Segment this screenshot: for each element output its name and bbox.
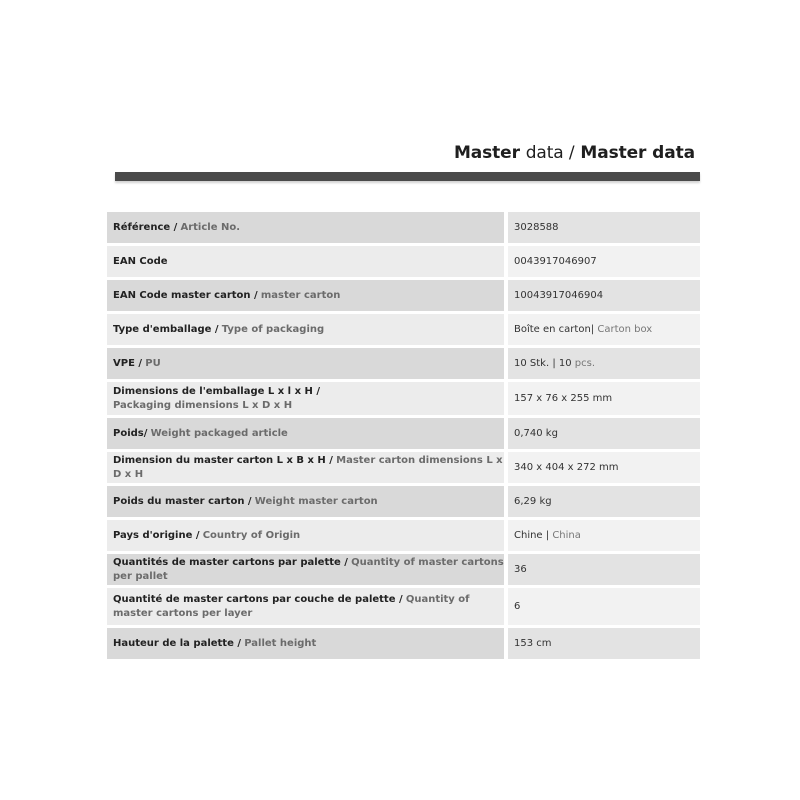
- row-value: 6,29 kg: [514, 496, 552, 507]
- row-label-english: Article No.: [180, 221, 241, 233]
- row-value-cell: [508, 628, 700, 659]
- row-label-text: [113, 323, 324, 337]
- row-value: Chine |: [514, 530, 550, 541]
- row-value: 153 cm: [514, 638, 552, 649]
- row-value-cell: [508, 314, 700, 345]
- table-row: [107, 452, 700, 483]
- row-label-english: Type of packaging: [221, 323, 325, 335]
- row-label: EAN Code master carton /: [113, 289, 258, 301]
- row-label-english: Quantity of master cartons per pallet: [113, 556, 504, 582]
- row-value: 3028588: [514, 222, 559, 233]
- table-row: [107, 486, 700, 517]
- row-label-cell: [107, 348, 504, 379]
- title-part2: Master data: [580, 143, 695, 163]
- row-label-text: [113, 556, 504, 584]
- row-value-cell: [508, 520, 700, 551]
- title-part1-light: data /: [525, 143, 575, 163]
- row-value-cell: [508, 554, 700, 585]
- row-value-cell: [508, 452, 700, 483]
- row-label: EAN Code: [113, 255, 168, 267]
- row-label: Poids du master carton /: [113, 495, 252, 507]
- row-label-cell: [107, 452, 504, 483]
- row-label-cell: [107, 628, 504, 659]
- table-row: [107, 348, 700, 379]
- row-value-english: pcs.: [574, 358, 596, 369]
- row-value: 10 Stk. | 10: [514, 358, 572, 369]
- row-label-cell: [107, 280, 504, 311]
- row-label: Poids/: [113, 427, 148, 439]
- row-value-english: China: [552, 530, 581, 541]
- row-label-cell: [107, 418, 504, 449]
- row-label-text: [113, 221, 240, 235]
- row-value-cell: [508, 280, 700, 311]
- row-label: Quantité de master cartons par couche de palette /: [113, 593, 403, 605]
- row-label-cell: [107, 588, 504, 625]
- title-part1-bold: Master: [453, 143, 520, 163]
- row-label: Quantités de master cartons par palette /: [113, 556, 348, 568]
- row-value: 157 x 76 x 255 mm: [514, 393, 613, 404]
- row-value: Boîte en carton|: [514, 324, 595, 335]
- row-label-english: Weight packaged article: [150, 427, 288, 439]
- row-label-cell: [107, 382, 504, 415]
- table-row: [107, 520, 700, 551]
- row-label-english: PU: [145, 357, 161, 369]
- row-label-text: [113, 637, 316, 651]
- row-label: Référence /: [113, 221, 178, 233]
- row-label: Hauteur de la palette /: [113, 637, 242, 649]
- row-label: VPE /: [113, 357, 143, 369]
- row-value-cell: [508, 418, 700, 449]
- row-label-english: Packaging dimensions L x D x H: [113, 399, 293, 411]
- row-label-english: Country of Origin: [202, 529, 301, 541]
- table-row: [107, 246, 700, 277]
- table-row: [107, 554, 700, 585]
- title-divider: [115, 172, 700, 181]
- table-row: [107, 280, 700, 311]
- row-value-cell: [508, 588, 700, 625]
- table-row: [107, 382, 700, 415]
- row-label-text: [113, 289, 340, 303]
- row-label-english: Quantity of master cartons per layer: [113, 593, 470, 619]
- table-row: [107, 418, 700, 449]
- row-label: Dimension du master carton L x B x H /: [113, 454, 333, 466]
- row-label-cell: [107, 246, 504, 277]
- page-title: [454, 143, 695, 163]
- row-label: Pays d'origine /: [113, 529, 200, 541]
- row-label-text: [113, 427, 288, 441]
- row-value: 340 x 404 x 272 mm: [514, 462, 619, 473]
- row-label-cell: [107, 212, 504, 243]
- table-row: [107, 628, 700, 659]
- row-label-text: [113, 255, 168, 269]
- row-value: 0,740 kg: [514, 428, 558, 439]
- row-value-cell: [508, 486, 700, 517]
- row-value: 10043917046904: [514, 290, 604, 301]
- row-label-text: [113, 593, 504, 621]
- table-row: [107, 588, 700, 625]
- row-value: 0043917046907: [514, 256, 597, 267]
- row-value-english: Carton box: [597, 324, 653, 335]
- row-label-text: [113, 495, 378, 509]
- row-label-cell: [107, 314, 504, 345]
- row-label-cell: [107, 486, 504, 517]
- row-value-cell: [508, 246, 700, 277]
- row-value: 6: [514, 601, 521, 612]
- row-label-cell: [107, 554, 504, 585]
- row-label: Dimensions de l'emballage L x l x H /: [113, 385, 321, 397]
- row-value-cell: [508, 348, 700, 379]
- row-label-text: [113, 385, 320, 413]
- row-label-english: Weight master carton: [254, 495, 378, 507]
- table-row: [107, 212, 700, 243]
- row-label-english: Pallet height: [244, 637, 317, 649]
- row-label-text: [113, 357, 161, 371]
- row-value-cell: [508, 212, 700, 243]
- master-data-table: [107, 212, 700, 662]
- row-label-cell: [107, 520, 504, 551]
- row-label-english: master carton: [260, 289, 341, 301]
- row-label-text: [113, 454, 504, 482]
- row-label: Type d'emballage /: [113, 323, 219, 335]
- row-value: 36: [514, 564, 527, 575]
- row-label-english: Master carton dimensions L x D x H: [113, 454, 503, 480]
- row-label-text: [113, 529, 300, 543]
- row-value-cell: [508, 382, 700, 415]
- table-row: [107, 314, 700, 345]
